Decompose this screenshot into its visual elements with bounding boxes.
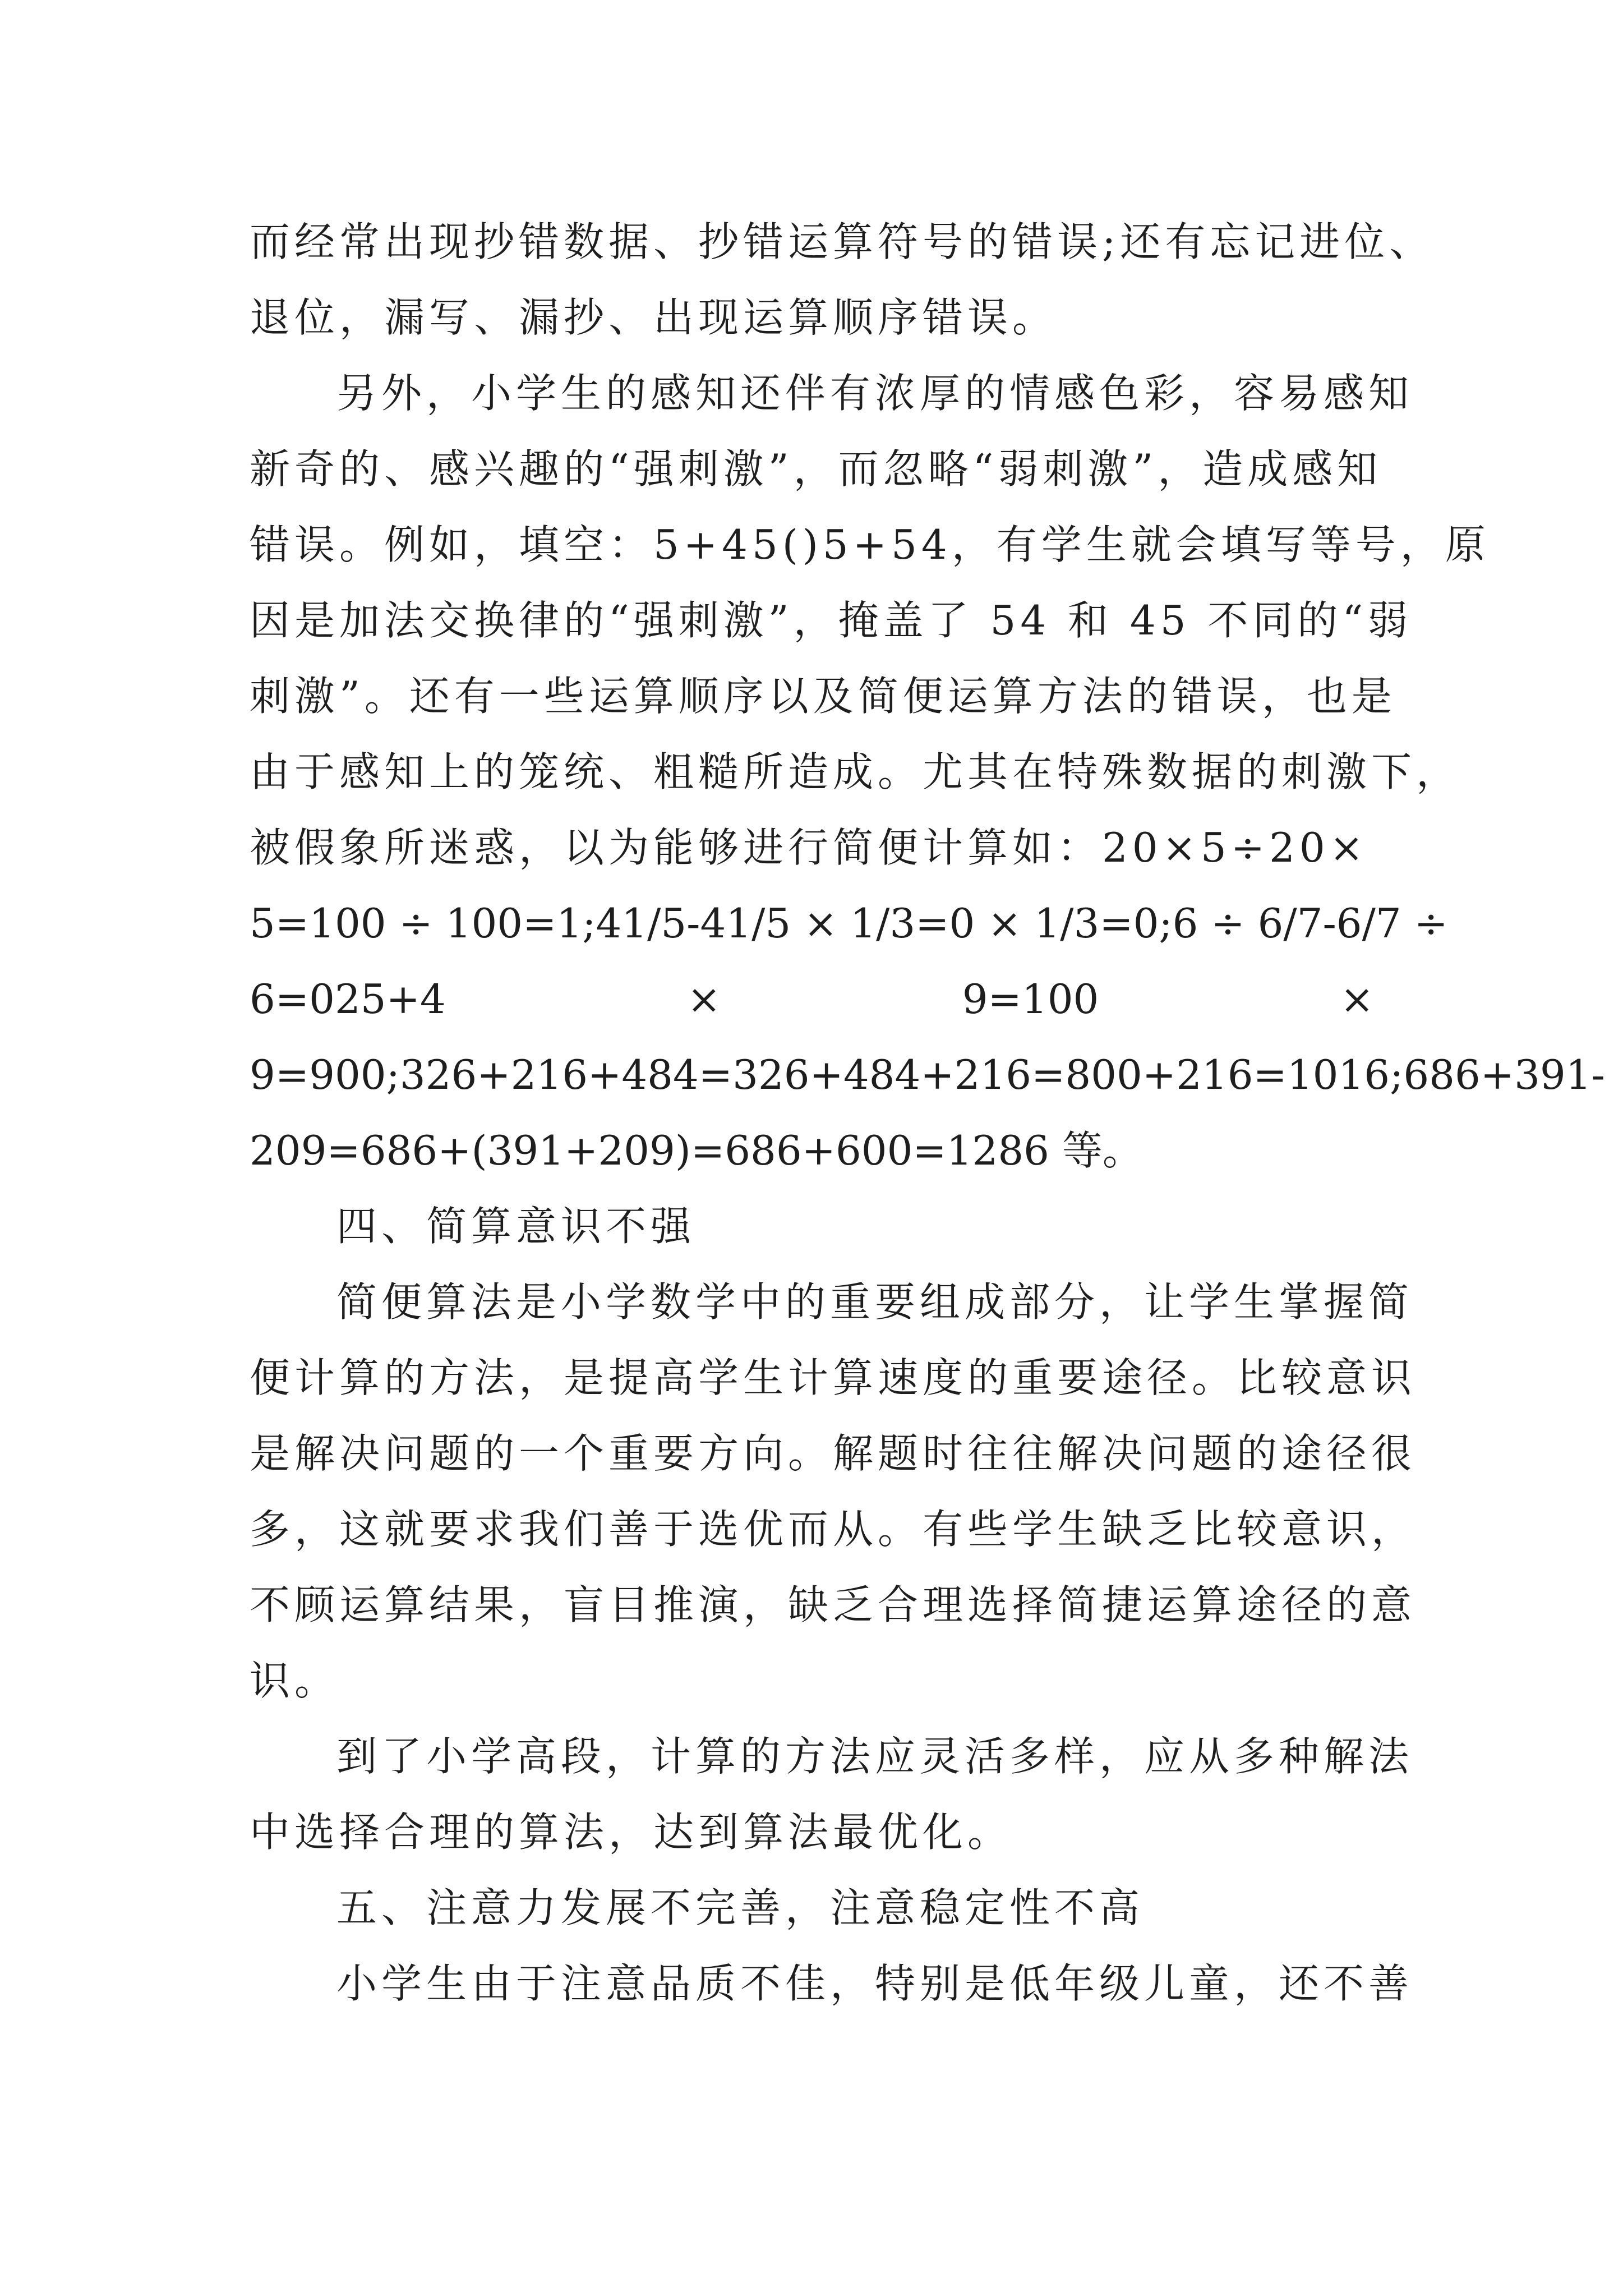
text-line: 刺激”。还有一些运算顺序以及简便运算方法的错误，也是 [250, 673, 1396, 720]
math-line: 209=686+(391+209)=686+600=1286 等。 [250, 1127, 1143, 1174]
text-line: 退位，漏写、漏抄、出现运算顺序错误。 [250, 294, 1058, 341]
math-line: 9=900;326+216+484=326+484+216=800+216=1016;686+391- [250, 1051, 1605, 1098]
paragraph-first-line: 另外，小学生的感知还伴有浓厚的情感色彩，容易感知 [336, 370, 1414, 417]
text-line: 错误。例如，填空：5+45()5+54，有学生就会填写等号，原 [250, 521, 1490, 568]
text-line: 不顾运算结果，盲目推演，缺乏合理选择简捷运算途径的意 [250, 1581, 1417, 1628]
text-line: 中选择合理的算法，达到算法最优化。 [250, 1809, 1013, 1856]
math-line-justified [250, 976, 1374, 1023]
math-segment: 9=100 [962, 976, 1099, 1023]
math-segment: 6=025+4 [250, 976, 446, 1023]
text-line: 便计算的方法，是提高学生计算速度的重要途径。比较意识 [250, 1354, 1417, 1401]
paragraph-first-line: 简便算法是小学数学中的重要组成部分，让学生掌握简 [336, 1278, 1414, 1326]
text-line: 因是加法交换律的“强刺激”，掩盖了 54 和 45 不同的“弱 [250, 597, 1413, 644]
text-line: 是解决问题的一个重要方向。解题时往往解决问题的途径很 [250, 1430, 1417, 1477]
math-line: 5=100 ÷ 100=1;41/5-41/5 × 1/3=0 × 1/3=0;6 ÷ 6/7-6/7 ÷ [250, 900, 1448, 947]
text-line: 识。 [250, 1657, 340, 1704]
paragraph-first-line: 到了小学高段，计算的方法应灵活多样，应从多种解法 [336, 1733, 1414, 1780]
section-heading: 四、简算意识不强 [336, 1203, 696, 1250]
text-line: 多，这就要求我们善于选优而从。有些学生缺乏比较意识， [250, 1506, 1417, 1553]
paragraph-first-line: 小学生由于注意品质不佳，特别是低年级儿童，还不善 [336, 1960, 1414, 2007]
text-line: 新奇的、感兴趣的“强刺激”，而忽略“弱刺激”，造成感知 [250, 445, 1382, 493]
math-segment: × [687, 976, 721, 1023]
text-line: 被假象所迷惑，以为能够进行简便计算如：20×5÷20× [250, 824, 1368, 871]
text-line: 而经常出现抄错数据、抄错运算符号的错误;还有忘记进位、 [250, 218, 1435, 265]
text-line: 由于感知上的笼统、粗糙所造成。尤其在特殊数据的刺激下， [250, 748, 1461, 795]
section-heading: 五、注意力发展不完善，注意稳定性不高 [336, 1884, 1145, 1931]
math-segment: × [1340, 976, 1374, 1023]
